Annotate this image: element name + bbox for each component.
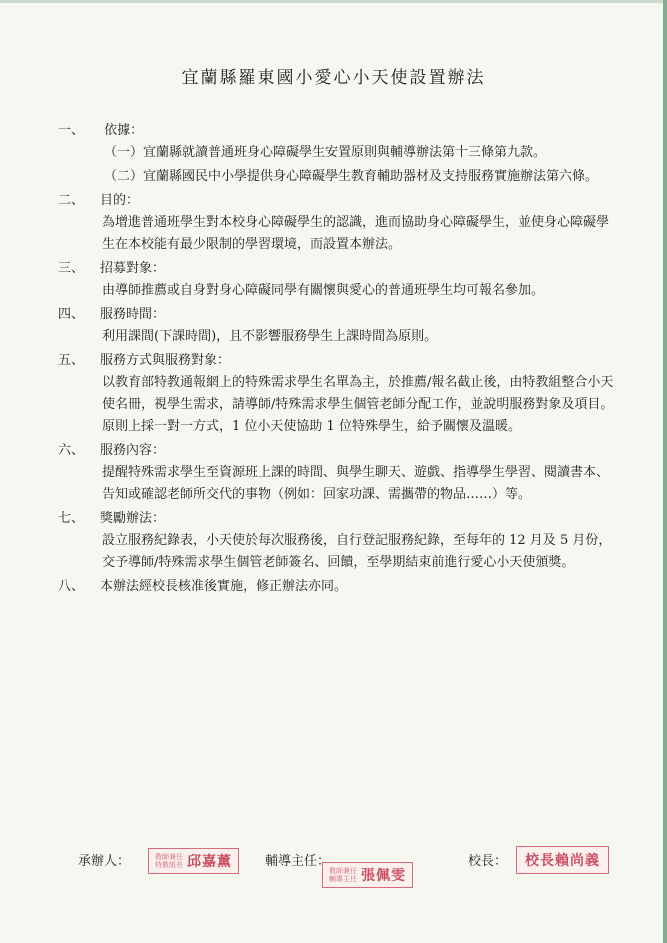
section-title: 目的： [100,193,140,208]
section-number: 八、 [58,579,85,594]
section-number: 五、 [58,353,85,368]
handler-label: 承辦人： [78,854,131,869]
section-number: 三、 [58,261,85,276]
section-paragraph: 提醒特殊需求學生至資源班上課的時間、與學生聊天、遊戲、指導學生學習、閱讀書本、告知或確認老師所交代的事物（例如：回家功課、需攜帶的物品……）等。 [102,465,610,502]
section-title: 本辦法經校長核准後實施，修正辦法亦同。 [100,579,348,594]
document-body [58,120,618,598]
section-title: 服務內容： [100,443,166,458]
document-title: 宜蘭縣羅東國小愛心小天使設置辦法 [181,68,486,88]
section-4 [58,304,618,348]
section-heading [58,508,618,530]
section-number: 六、 [58,443,85,458]
section-heading [58,350,618,372]
section-7 [58,508,618,574]
section-paragraph: （二）宜蘭縣國民中小學提供身心障礙學生教育輔助器材及支持服務實施辦法第六條。 [104,169,599,184]
section-paragraph: 以教育部特教通報網上的特殊需求學生名單為主，於推薦/報名截止後，由特教組整合小天使名冊，視學生需求，請導師/特殊需求學生個管老師分配工作，並說明服務對象及項目。原則上採一對一方式，1 位小天使協助 1 位特殊學生，給予關懷及溫暖。 [102,375,614,434]
handler-stamp-title: 教師兼任特教組長 [155,853,183,869]
section-title: 招募對象： [100,261,166,276]
principal-stamp [516,846,609,874]
section-3 [58,258,618,302]
section-heading [58,440,618,462]
section-heading [58,304,618,326]
section-paragraph: 為增進普通班學生對本校身心障礙學生的認識，進而協助身心障礙學生，並使身心障礙學生在本校能有最少限制的學習環境，而設置本辦法。 [102,215,610,252]
section-heading [58,190,618,212]
section-title: 服務方式與服務對象： [100,353,231,368]
section-2 [58,190,618,256]
section-number: 一、 [58,123,85,138]
section-1 [58,120,618,188]
section-heading [58,120,618,142]
section-paragraph: （一）宜蘭縣就讀普通班身心障礙學生安置原則與輔導辦法第十三條第九款。 [104,145,547,160]
principal-stamp-name: 校長賴尚義 [525,853,600,869]
section-title: 服務時間： [100,307,166,322]
principal-label: 校長： [468,854,508,869]
director-label: 輔導主任： [265,854,331,869]
page-right-edge [663,0,667,943]
section-number: 四、 [58,307,85,322]
page-top-edge [0,0,667,3]
handler-stamp-name: 邱嘉薰 [187,854,232,870]
section-heading [58,576,618,598]
section-paragraph: 設立服務紀錄表，小天使於每次服務後，自行登記服務紀錄，至每年的 12 月及 5 月份，交予導師/特殊需求學生個管老師簽名、回饋，至學期結束前進行愛心小天使頒獎。 [102,533,612,570]
section-number: 二、 [58,193,85,208]
director-stamp-title: 教師兼任輔導主任 [329,867,357,883]
section-6 [58,440,618,506]
handler-stamp [148,848,239,874]
section-5 [58,350,618,438]
section-title: 獎勵辦法： [100,511,166,526]
section-paragraph: 利用課間(下課時間)，且不影響服務學生上課時間為原則。 [102,329,438,344]
director-stamp-name: 張佩雯 [361,868,406,884]
section-number: 七、 [58,511,85,526]
section-8 [58,576,618,598]
section-title: 依據： [100,123,144,138]
section-heading [58,258,618,280]
director-stamp [322,862,413,888]
section-paragraph: 由導師推薦或自身對身心障礙同學有關懷與愛心的普通班學生均可報名參加。 [102,283,545,298]
